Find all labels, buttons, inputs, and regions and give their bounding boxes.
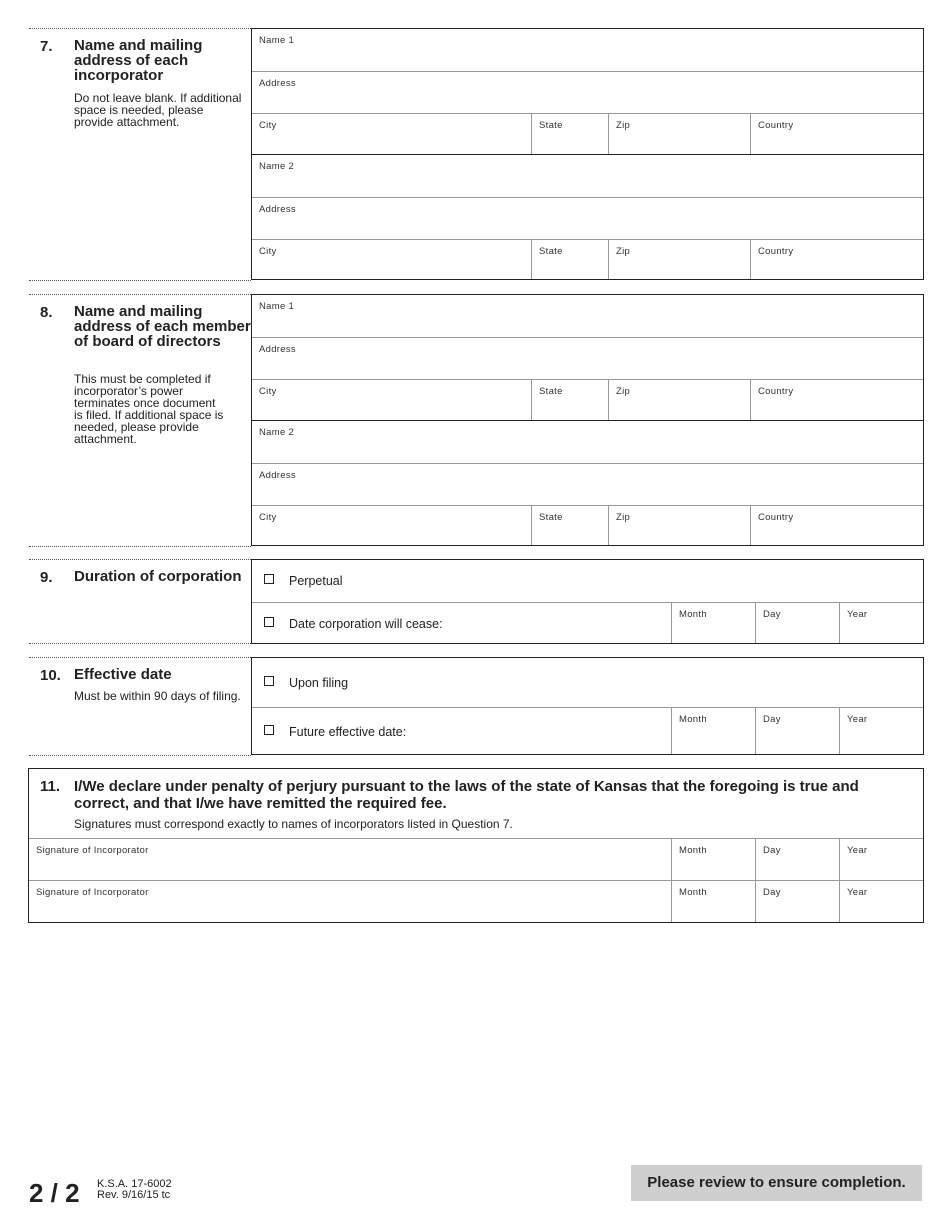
- q7-state1-field[interactable]: State: [531, 114, 608, 155]
- q7-label: [29, 28, 251, 281]
- q8-name1-field[interactable]: Name 1: [259, 301, 295, 312]
- q7-address2-field[interactable]: Address: [252, 197, 923, 239]
- q11-year1-field[interactable]: Year: [839, 839, 923, 880]
- q9-box: [251, 559, 924, 644]
- q8-title: Name and mailing address of each member of board of directors: [74, 303, 251, 350]
- q7-number: 7.: [40, 38, 53, 55]
- q9-perpetual-checkbox[interactable]: [264, 574, 274, 584]
- q9-cease-option[interactable]: Date corporation will cease:: [252, 603, 671, 643]
- q10-upon-filing-checkbox[interactable]: [264, 676, 274, 686]
- q10-month-field[interactable]: Month: [671, 708, 755, 754]
- q8-zip2-field[interactable]: Zip: [608, 506, 750, 545]
- q11-signature1-field[interactable]: Signature of Incorporator: [36, 845, 149, 856]
- q9-cease-checkbox[interactable]: [264, 617, 274, 627]
- statute-reference: [97, 1179, 172, 1201]
- q9-perpetual-option[interactable]: Perpetual: [252, 560, 923, 602]
- q9-year-field[interactable]: Year: [839, 603, 923, 643]
- q10-year-field[interactable]: Year: [839, 708, 923, 754]
- q11-note: Signatures must correspond exactly to names of incorporators listed in Question 7.: [74, 817, 513, 831]
- page-number: 2 / 2: [29, 1178, 80, 1208]
- q11-declaration: I/We declare under penalty of perjury pursuant to the laws of the state of Kansas that the foregoing is true and correct, and that I/we have remitted the required fee.: [74, 778, 859, 812]
- q10-box: [251, 657, 924, 755]
- q7-city2-field[interactable]: City: [259, 246, 277, 257]
- q8-desc: This must be completed if incorporator’s power terminates once document is filed. If additional space is needed, please provide attachment.: [74, 372, 224, 446]
- q7-state2-field[interactable]: State: [531, 240, 608, 279]
- q8-state1-field[interactable]: State: [531, 380, 608, 421]
- q7-city1-field[interactable]: City: [259, 120, 277, 131]
- q8-number: 8.: [40, 304, 53, 321]
- q8-address2-field[interactable]: Address: [252, 463, 923, 505]
- q9-label: [29, 559, 251, 644]
- q10-day-field[interactable]: Day: [755, 708, 839, 754]
- q8-label: [29, 294, 251, 547]
- q8-name2-field[interactable]: Name 2: [252, 420, 923, 463]
- q11-month1-field[interactable]: Month: [671, 839, 755, 880]
- q8-zip1-field[interactable]: Zip: [608, 380, 750, 421]
- q11-signature2-field[interactable]: Signature of Incorporator: [36, 887, 149, 898]
- q10-future-checkbox[interactable]: [264, 725, 274, 735]
- q8-country1-field[interactable]: Country: [750, 380, 923, 421]
- q7-name2-field[interactable]: Name 2: [252, 154, 923, 197]
- q7-title: Name and mailing address of each incorporator: [74, 37, 203, 84]
- q7-box: [251, 28, 924, 280]
- statute: K.S.A. 17-6002: [97, 1178, 172, 1190]
- q8-city1-field[interactable]: City: [259, 386, 277, 397]
- q11-number: 11.: [40, 778, 61, 795]
- q8-address1-field[interactable]: Address: [252, 337, 923, 379]
- q7-address1-field[interactable]: Address: [252, 71, 923, 113]
- q8-box: [251, 294, 924, 546]
- q7-name1-field[interactable]: Name 1: [259, 35, 295, 46]
- q7-country1-field[interactable]: Country: [750, 114, 923, 155]
- q9-day-field[interactable]: Day: [755, 603, 839, 643]
- q11-day1-field[interactable]: Day: [755, 839, 839, 880]
- q8-city2-field[interactable]: City: [259, 512, 277, 523]
- revision: Rev. 9/16/15 tc: [97, 1189, 171, 1201]
- q10-desc: Must be within 90 days of filing.: [74, 689, 241, 703]
- q10-label: [29, 657, 251, 756]
- q11-box: [28, 768, 924, 923]
- q10-upon-filing-option[interactable]: Upon filing: [252, 658, 923, 707]
- q9-month-field[interactable]: Month: [671, 603, 755, 643]
- q7-zip2-field[interactable]: Zip: [608, 240, 750, 279]
- q10-number: 10.: [40, 667, 61, 684]
- q7-desc: Do not leave blank. If additional space is needed, please provide attachment.: [74, 91, 242, 129]
- q11-year2-field[interactable]: Year: [839, 881, 923, 922]
- q10-future-option[interactable]: Future effective date:: [252, 708, 671, 754]
- q7-country2-field[interactable]: Country: [750, 240, 923, 279]
- q10-title: Effective date: [74, 666, 172, 683]
- q8-state2-field[interactable]: State: [531, 506, 608, 545]
- review-banner: Please review to ensure completion.: [631, 1165, 922, 1201]
- q8-country2-field[interactable]: Country: [750, 506, 923, 545]
- q9-title: Duration of corporation: [74, 568, 242, 585]
- q7-zip1-field[interactable]: Zip: [608, 114, 750, 155]
- q11-month2-field[interactable]: Month: [671, 881, 755, 922]
- q9-number: 9.: [40, 569, 53, 586]
- q11-day2-field[interactable]: Day: [755, 881, 839, 922]
